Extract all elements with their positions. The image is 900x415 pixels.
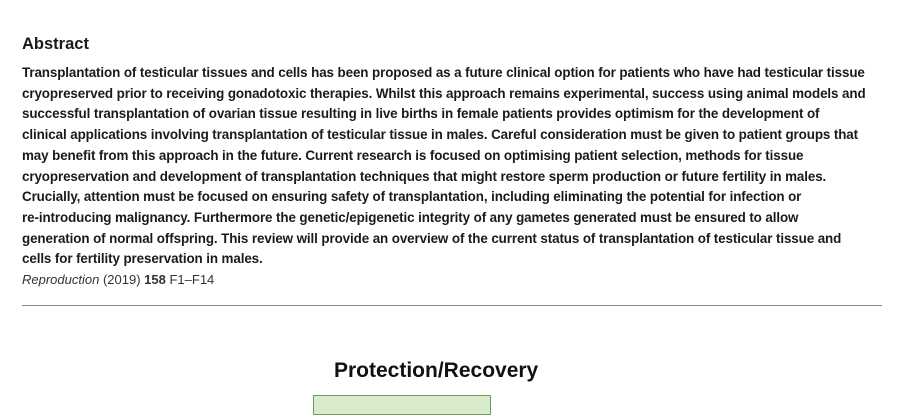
citation-pages: F1–F14 <box>169 272 215 288</box>
abstract-line: re-introducing malignancy. Furthermore the genetic/epigenetic integrity of any gametes generated must be ensured to allow <box>22 209 799 225</box>
abstract-line: cryopreserved prior to receiving gonadotoxic therapies. Whilst this approach remains experimental, success using animal models and <box>22 85 866 101</box>
citation-year: (2019) <box>102 272 141 288</box>
section-divider <box>22 305 882 306</box>
abstract-heading: Abstract <box>22 35 89 53</box>
abstract-line: cells for fertility preservation in males. <box>22 251 263 267</box>
figure-title: Protection/Recovery <box>334 359 539 382</box>
citation <box>22 271 884 289</box>
abstract-line: successful transplantation of ovarian tissue resulting in live births in female patients provides optimism for the development of <box>22 106 820 122</box>
abstract-body <box>22 63 884 270</box>
abstract-line: cryopreservation and development of transplantation techniques that might restore sperm production or future fertility in males. <box>22 168 827 184</box>
abstract-line: generation of normal offspring. This review will provide an overview of the current status of transplantation of testicular tissue and <box>22 230 842 246</box>
abstract-line: Transplantation of testicular tissues and cells has been proposed as a future clinical option for patients who have had testicular tissue <box>22 65 865 80</box>
citation-volume: 158 <box>144 272 166 288</box>
abstract-line: clinical applications involving transplantation of testicular tissue in males. Careful consideration must be given to patient groups that <box>22 127 859 143</box>
abstract-section <box>22 33 884 289</box>
abstract-line: Crucially, attention must be focused on ensuring safety of transplantation, including eliminating the potential for infection or <box>22 189 802 205</box>
citation-journal: Reproduction <box>22 272 100 288</box>
abstract-line: may benefit from this approach in the future. Current research is focused on optimising patient selection, methods for tissue <box>22 147 804 163</box>
figure-box <box>313 395 491 415</box>
